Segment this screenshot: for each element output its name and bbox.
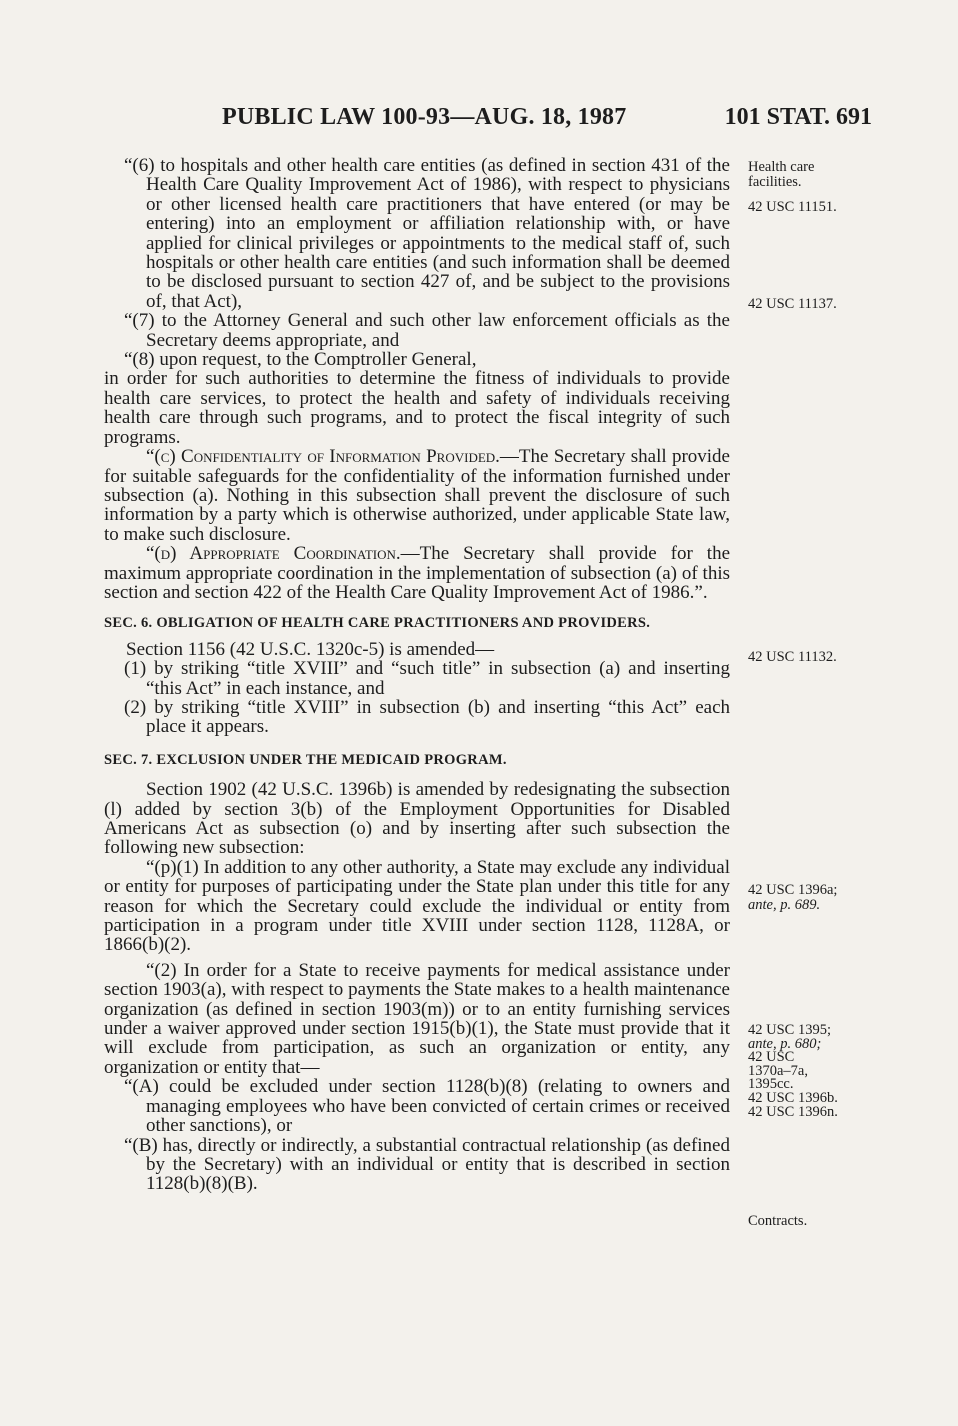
main-text <box>104 156 730 1194</box>
margin-note-usc-1395: 42 USC 1395; <box>748 1022 831 1038</box>
margin-note-health-care-line-1: Health care <box>748 159 815 175</box>
section-6-item-2: (2) by striking “title XVIII” in subsection (b) and inserting “this Act” each place it appears. <box>124 696 730 738</box>
margin-note-usc-1396a-line: 42 USC 1396a; <box>748 882 838 898</box>
subsection-p-1: “(p)(1) In addition to any other authority, a State may exclude any individual or entity for purposes of participating under the State plan under this title for any reason for which the Secretary could exclude the individual or entity from participation in a program under title XVIII under section 1128, 1128A, or 1866(b)(2). <box>104 856 730 956</box>
section-6-heading: SEC. 6. OBLIGATION OF HEALTH CARE PRACTITIONERS AND PROVIDERS. <box>104 615 651 632</box>
subsection-d-text: —The Secretary shall provide for the maximum appropriate coordination in the implementation of subsection (a) of this section and section 422 of the Health Care Quality Improvement Act of 1986.”. <box>104 543 730 603</box>
margin-note-usc-42: 42 USC <box>748 1049 795 1066</box>
subsection-p-2: “(2) In order for a State to receive payments for medical assistance under section 1903(a), with respect to payments the State makes to a health maintenance organization (as defined in section 1903(m)) or to an entity furnishing services under a waiver approved under section 1915(b)(1), the State must provide that it will exclude from participation, as such an organization or entity, any organization or entity that— <box>104 959 730 1078</box>
margin-note-contracts: Contracts. <box>748 1213 808 1229</box>
statute-page-number: 101 STAT. 691 <box>724 104 872 130</box>
section-7-heading: SEC. 7. EXCLUSION UNDER THE MEDICAID PROGRAM. <box>104 751 507 768</box>
margin-note-health-care <box>748 160 888 189</box>
margin-note-usc-11132: 42 USC 11132. <box>748 649 837 665</box>
margin-note-usc-1396b: 42 USC 1396b. <box>748 1089 838 1106</box>
subsection-c-text: —The Secretary shall provide for suitable safeguards for the confidentiality of the information furnished under subsection (a). Nothing in this subsection shall prevent the disclosure of such information by a party which is otherwise authorized, under applicable State law, to make such disclosure. <box>104 446 730 545</box>
margin-note-usc-1396n: 42 USC 1396n. <box>748 1103 838 1120</box>
paragraph-7: “(7) to the Attorney General and such other law enforcement officials as the Secretary deems appropriate, and <box>124 310 730 351</box>
margin-note-usc-11151: 42 USC 11151. <box>748 199 837 215</box>
subsection-c <box>104 447 730 544</box>
margin-note-usc-group <box>748 1024 888 1119</box>
margin-note-usc-1395cc: 1395cc. <box>748 1076 794 1093</box>
margin-note-usc-11137: 42 USC 11137. <box>748 296 837 312</box>
clause-A: “(A) could be excluded under section 1128(b)(8) (relating to owners and managing employees who have been convicted of certain crimes or received other sanctions), or <box>124 1076 730 1137</box>
margin-note-health-care-line-2: facilities. <box>748 173 802 190</box>
subsection-d-heading: “(d) Appropriate Coordination. <box>146 543 401 565</box>
paragraph-8-continuation: in order for such authorities to determine the fitness of individuals to provide health care services, to protect the health and safety of individuals receiving health care through such programs, and to protect the fiscal integrity of such programs. <box>104 368 730 448</box>
clause-B: “(B) has, directly or indirectly, a substantial contractual relationship (as defined by the Secretary) with an individual or entity that is described in section 1128(b)(8)(B). <box>124 1134 730 1195</box>
subsection-c-heading: “(c) Confidentiality of Information Provided. <box>146 446 500 468</box>
margin-note-ante-680: ante, p. 680; <box>748 1035 822 1052</box>
margin-note-usc-1370a: 1370a–7a, <box>748 1062 808 1079</box>
section-7-intro: Section 1902 (42 U.S.C. 1396b) is amended by redesignating the subsection (l) added by section 3(b) of the Employment Opportunities for Disabled Americans Act as subsection (o) and by inserting after such subsection the following new subsection: <box>104 779 730 859</box>
section-6-item-1: (1) by striking “title XVIII” and “such title” in subsection (a) and inserting “this Act” in each instance, and <box>124 658 730 699</box>
paragraph-8: “(8) upon request, to the Comptroller General, <box>124 349 477 371</box>
subsection-d <box>104 544 730 602</box>
page-header <box>222 104 872 138</box>
margin-note-ante-689: ante, p. 689. <box>748 896 821 913</box>
running-head-title: PUBLIC LAW 100-93—AUG. 18, 1987 <box>222 104 627 130</box>
margin-note-usc-1396a <box>748 883 888 912</box>
paragraph-6: “(6) to hospitals and other health care entities (as defined in section 431 of the Health Care Quality Improvement Act of 1986), with respect to physicians or other licensed health care practitioners that have entered (or may be entering) into an employment or affiliation relationship with, or have applied for clinical privileges or appointments to the medical staff of, such hospitals or other health care entities (and such information shall be deemed to be disclosed pursuant to section 427 of, and be subject to the provisions of, that Act), <box>124 155 730 312</box>
section-6-intro: Section 1156 (42 U.S.C. 1320c-5) is amended— <box>126 638 495 660</box>
